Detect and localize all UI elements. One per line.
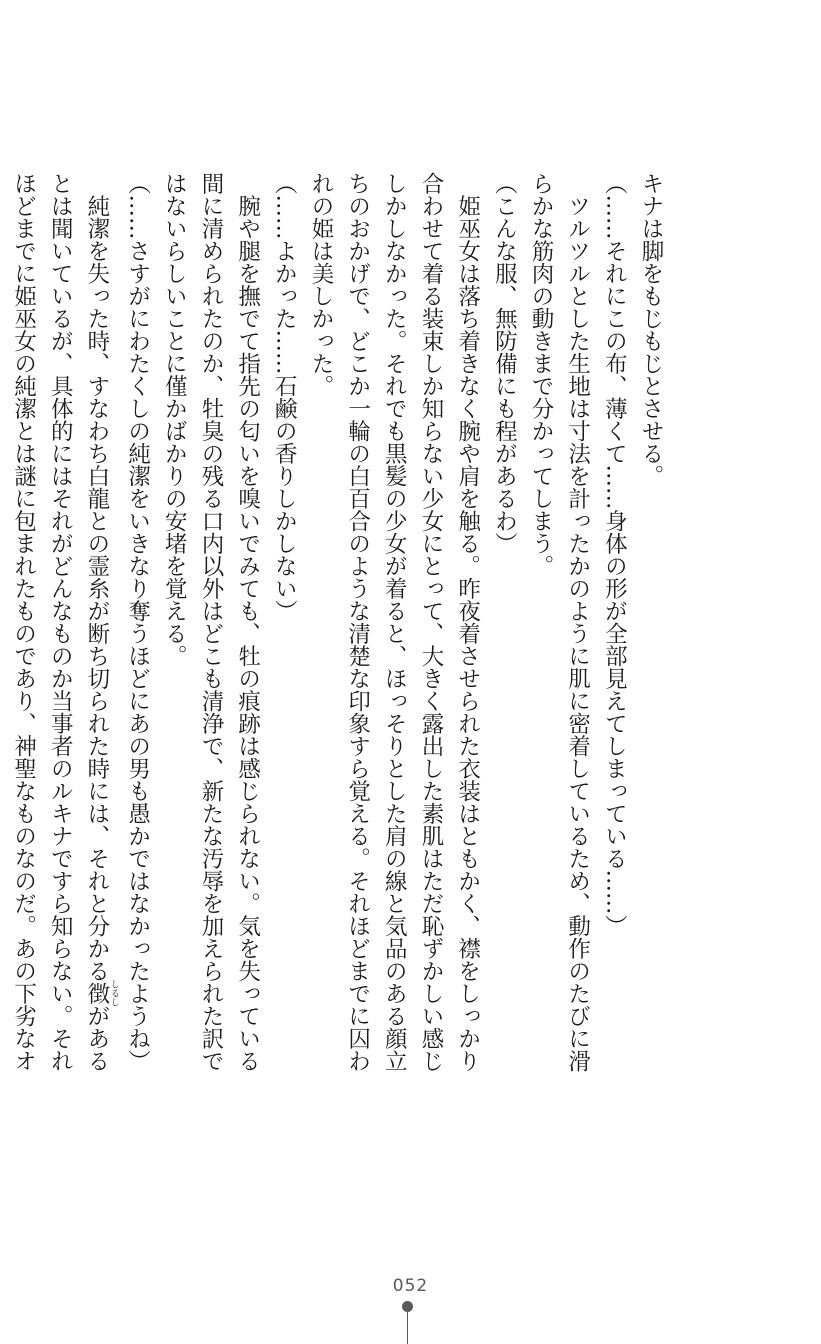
text-line: 姫巫女は落ち着きなく腕や肩を触る。昨夜着させられた衣装はともかく、襟をしっかり xyxy=(454,172,481,1072)
page-marker-line xyxy=(407,1311,408,1344)
text-line-segment: 純潔を失った時、すなわち白龍との霊糸が断ち切られた時には、それと分かる xyxy=(83,172,110,982)
text-line-tail: がある xyxy=(83,1004,110,1072)
text-line: （……それにこの布、薄くて……身体の形が全部見えてしまっている……） xyxy=(601,172,628,937)
text-line-with-ruby xyxy=(78,172,119,1072)
text-line: （……さすがにわたくしの純潔をいきなり奪うほどにあの男も愚かではなかったようね） xyxy=(124,172,151,1072)
text-line: （……よかった……石鹸の香りしかしない） xyxy=(271,172,298,622)
text-line: 間に清められたのか、牡臭の残る口内以外はどこも清浄で、新たな汚辱を加えられた訳で xyxy=(197,172,224,1072)
text-line: れの姫は美しかった。 xyxy=(307,172,334,397)
ruby-reading: しるし xyxy=(108,979,119,1007)
text-line: （こんな服、無防備にも程があるわ） xyxy=(491,172,518,555)
text-line: とは聞いているが、具体的にはそれがどんなものか当事者のルキナですら知らない。それ xyxy=(47,172,74,1072)
ruby-annotation xyxy=(83,979,119,1007)
text-line: らかな筋肉の動きまで分かってしまう。 xyxy=(527,172,554,577)
page-number: 052 xyxy=(392,1276,429,1296)
text-line: ほどまでに姫巫女の純潔とは謎に包まれたものであり、神聖なものなのだ。あの下劣なオ xyxy=(10,172,37,1072)
text-line: キナは脚をもじもじとさせる。 xyxy=(638,172,664,487)
text-line: ツルツルとした生地は寸法を計ったかのように肌に密着しているため、動作のたびに滑 xyxy=(564,172,591,1072)
text-line: 合わせて着る装束しか知らない少女にとって、大きく露出した素肌はただ恥ずかしい感じ xyxy=(417,172,444,1072)
body-text xyxy=(5,172,669,1072)
text-line: しかしなかった。それでも黒髪の少女が着ると、ほっそりとした肩の線と気品のある顔立 xyxy=(381,172,408,1072)
ruby-base: 徴 xyxy=(83,979,110,1007)
text-line: はないらしいことに僅かばかりの安堵を覚える。 xyxy=(161,172,188,667)
text-line: ちのおかげで、どこか一輪の白百合のような清楚な印象すら覚える。それほどまでに囚わ xyxy=(344,172,371,1072)
text-line: 腕や腿を撫でて指先の匂いを嗅いでみても、牡の痕跡は感じられない。気を失っている xyxy=(234,172,261,1072)
